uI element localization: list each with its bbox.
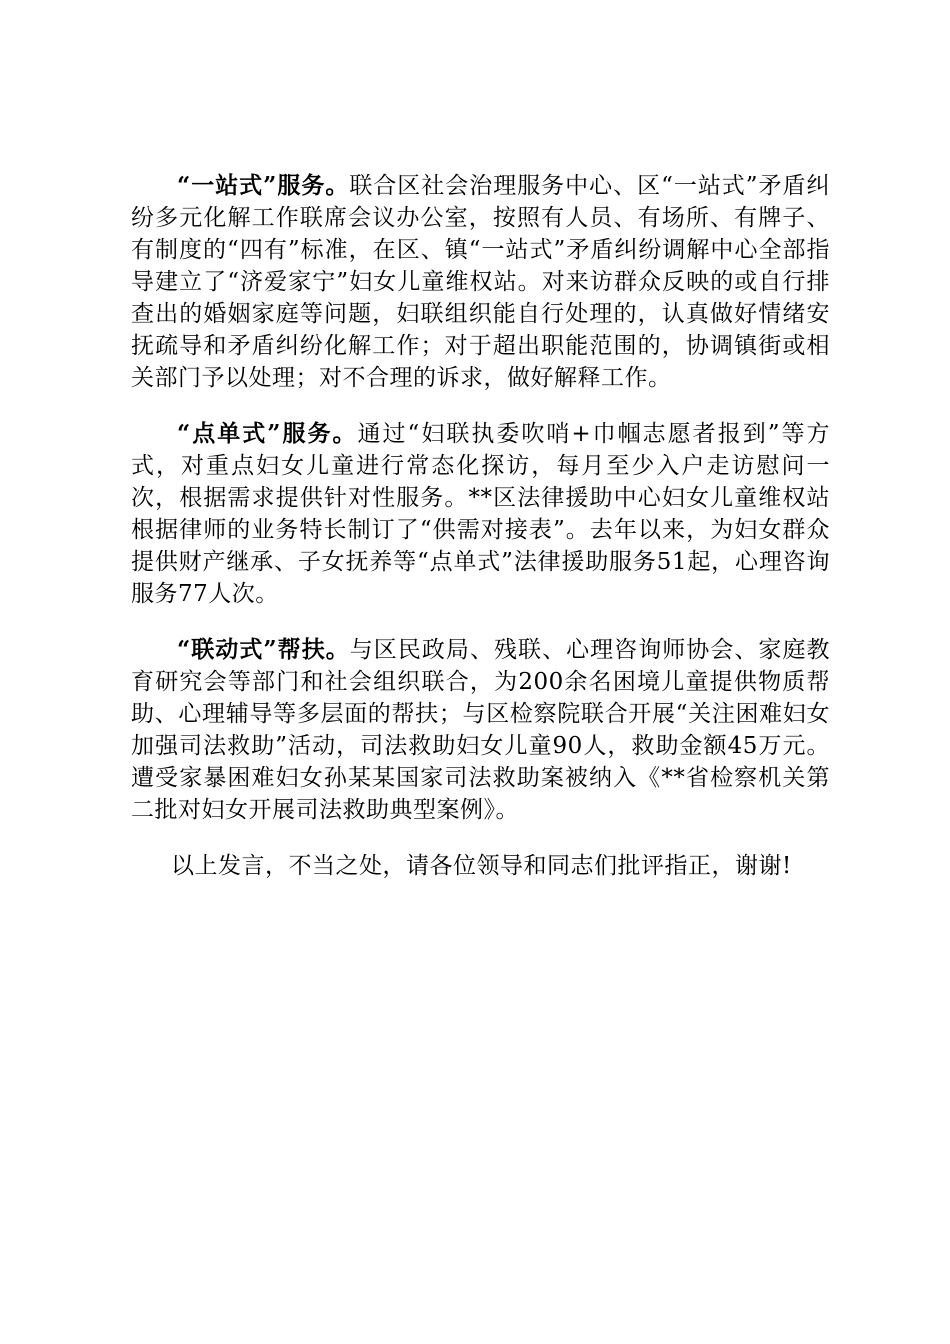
closing-remarks: 以上发言，不当之处，请各位领导和同志们批评指正，谢谢! [171, 853, 792, 879]
paragraph-one-stop-service [131, 170, 830, 394]
paragraph-text-one-stop: 联合区社会治理服务中心、区“一站式”矛盾纠纷多元化解工作联席会议办公室，按照有人员、有场所、有牌子、有制度的“四有”标准，在区、镇“一站式”矛盾纠纷调解中心全部指导建立了“济爱家宁”妇女儿童维权站。对来访群众反映的或自行排查出的婚姻家庭等问题，妇联组织能自行处理的，认真做好情绪安抚疏导和矛盾纠纷化解工作；对于超出职能范围的，协调镇街或相关部门予以处理；对不合理的诉求，做好解释工作。 [131, 173, 830, 391]
paragraph-lead-linked: “联动式”帮扶。 [177, 636, 350, 663]
paragraph-linked-assistance [131, 634, 830, 826]
paragraph-lead-order: “点单式”服务。 [177, 420, 358, 447]
paragraph-order-service [131, 418, 830, 610]
paragraph-text-linked: 与区民政局、残联、心理咨询师协会、家庭教育研究会等部门和社会组织联合，为200余名困境儿童提供物质帮助、心理辅导等多层面的帮扶；与区检察院联合开展“关注困难妇女 加强司法救助”活动，司法救助妇女儿童90人，救助金额45万元。遭受家暴困难妇女孙某某国家司法救助案被纳入《**省检察机关第二批对妇女开展司法救助典型案例》。 [131, 637, 830, 823]
document-body [131, 170, 830, 906]
paragraph-lead-one-stop: “一站式”服务。 [177, 172, 350, 199]
paragraph-text-order: 通过“妇联执委吹哨+巾帼志愿者报到”等方式，对重点妇女儿童进行常态化探访，每月至少入户走访慰问一次，根据需求提供针对性服务。**区法律援助中心妇女儿童维权站根据律师的业务特长制订了“供需对接表”。去年以来，为妇女群众提供财产继承、子女抚养等“点单式”法律援助服务51起，心理咨询服务77人次。 [131, 421, 830, 607]
